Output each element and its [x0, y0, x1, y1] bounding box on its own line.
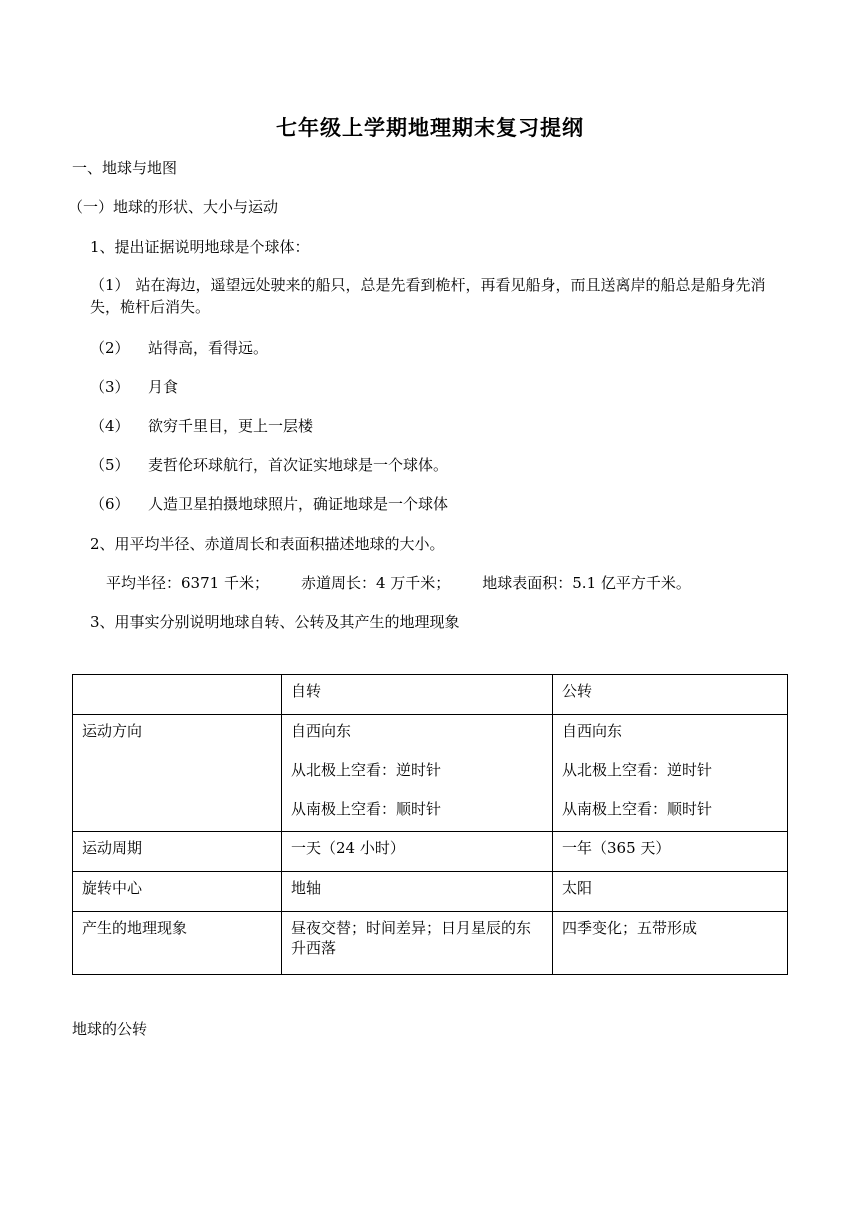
table-row-direction [73, 715, 788, 832]
evidence-4-num: （4） [90, 417, 130, 435]
evidence-2 [90, 338, 268, 358]
table-row-period [73, 832, 788, 872]
earth-size-values [106, 573, 691, 593]
table-header-row [73, 675, 788, 715]
header-revolution: 公转 [553, 675, 788, 715]
surface-area: 地球表面积：5.1 亿平方千米。 [482, 574, 691, 592]
item1-heading: 1、提出证据说明地球是个球体： [90, 238, 310, 256]
evidence-1-text: 站在海边，遥望远处驶来的船只，总是先看到桅杆，再看见船身，而且送离岸的船总是船身先消失，桅杆后消失。 [90, 276, 766, 316]
row-label-phenomena: 产生的地理现象 [73, 912, 282, 975]
mean-radius: 平均半径：6371 千米； [106, 574, 269, 592]
revolution-period: 一年（365 天） [553, 832, 788, 872]
evidence-3 [90, 377, 178, 397]
evidence-6-text: 人造卫星拍摄地球照片，确证地球是一个球体 [148, 495, 449, 513]
evidence-4-text: 欲穷千里目，更上一层楼 [148, 417, 314, 435]
rotation-direction-2: 从北极上空看：逆时针 [291, 761, 442, 779]
rotation-direction-cell [282, 715, 553, 832]
section-heading: 一、地球与地图 [72, 159, 178, 177]
item3-heading: 3、用事实分别说明地球自转、公转及其产生的地理现象 [90, 613, 460, 631]
rotation-phenomena: 昼夜交替；时间差异；日月星辰的东升西落 [282, 912, 553, 975]
revolution-direction-2: 从北极上空看：逆时针 [562, 761, 713, 779]
item2-heading: 2、用平均半径、赤道周长和表面积描述地球的大小。 [90, 535, 445, 553]
evidence-3-text: 月食 [148, 378, 179, 396]
equator-circumference: 赤道周长：4 万千米； [300, 574, 451, 592]
table-corner-cell [73, 675, 282, 715]
evidence-6-num: （6） [90, 495, 130, 513]
rotation-period: 一天（24 小时） [282, 832, 553, 872]
rotation-direction-3: 从南极上空看：顺时针 [291, 800, 442, 818]
footer-heading: 地球的公转 [72, 1020, 148, 1038]
rotation-direction-1: 自西向东 [291, 722, 352, 740]
evidence-6 [90, 494, 448, 514]
revolution-center: 太阳 [553, 872, 788, 912]
document-title: 七年级上学期地理期末复习提纲 [276, 115, 584, 140]
evidence-5-text: 麦哲伦环球航行，首次证实地球是一个球体。 [148, 456, 449, 474]
header-rotation: 自转 [282, 675, 553, 715]
evidence-4 [90, 416, 313, 436]
evidence-3-num: （3） [90, 378, 130, 396]
table-row-phenomena [73, 912, 788, 975]
revolution-direction-3: 从南极上空看：顺时针 [562, 800, 713, 818]
row-label-period: 运动周期 [73, 832, 282, 872]
evidence-1 [90, 274, 792, 318]
subsection-heading: （一）地球的形状、大小与运动 [68, 198, 279, 216]
earth-motion-table [72, 674, 788, 975]
evidence-2-num: （2） [90, 339, 130, 357]
revolution-phenomena: 四季变化；五带形成 [553, 912, 788, 975]
rotation-center: 地轴 [282, 872, 553, 912]
row-label-center: 旋转中心 [73, 872, 282, 912]
evidence-5-num: （5） [90, 456, 130, 474]
revolution-direction-1: 自西向东 [562, 722, 623, 740]
evidence-5 [90, 455, 448, 475]
evidence-1-num: （1） [90, 276, 130, 294]
revolution-direction-cell [553, 715, 788, 832]
row-label-direction: 运动方向 [73, 715, 282, 832]
table-row-center [73, 872, 788, 912]
evidence-2-text: 站得高，看得远。 [148, 339, 269, 357]
